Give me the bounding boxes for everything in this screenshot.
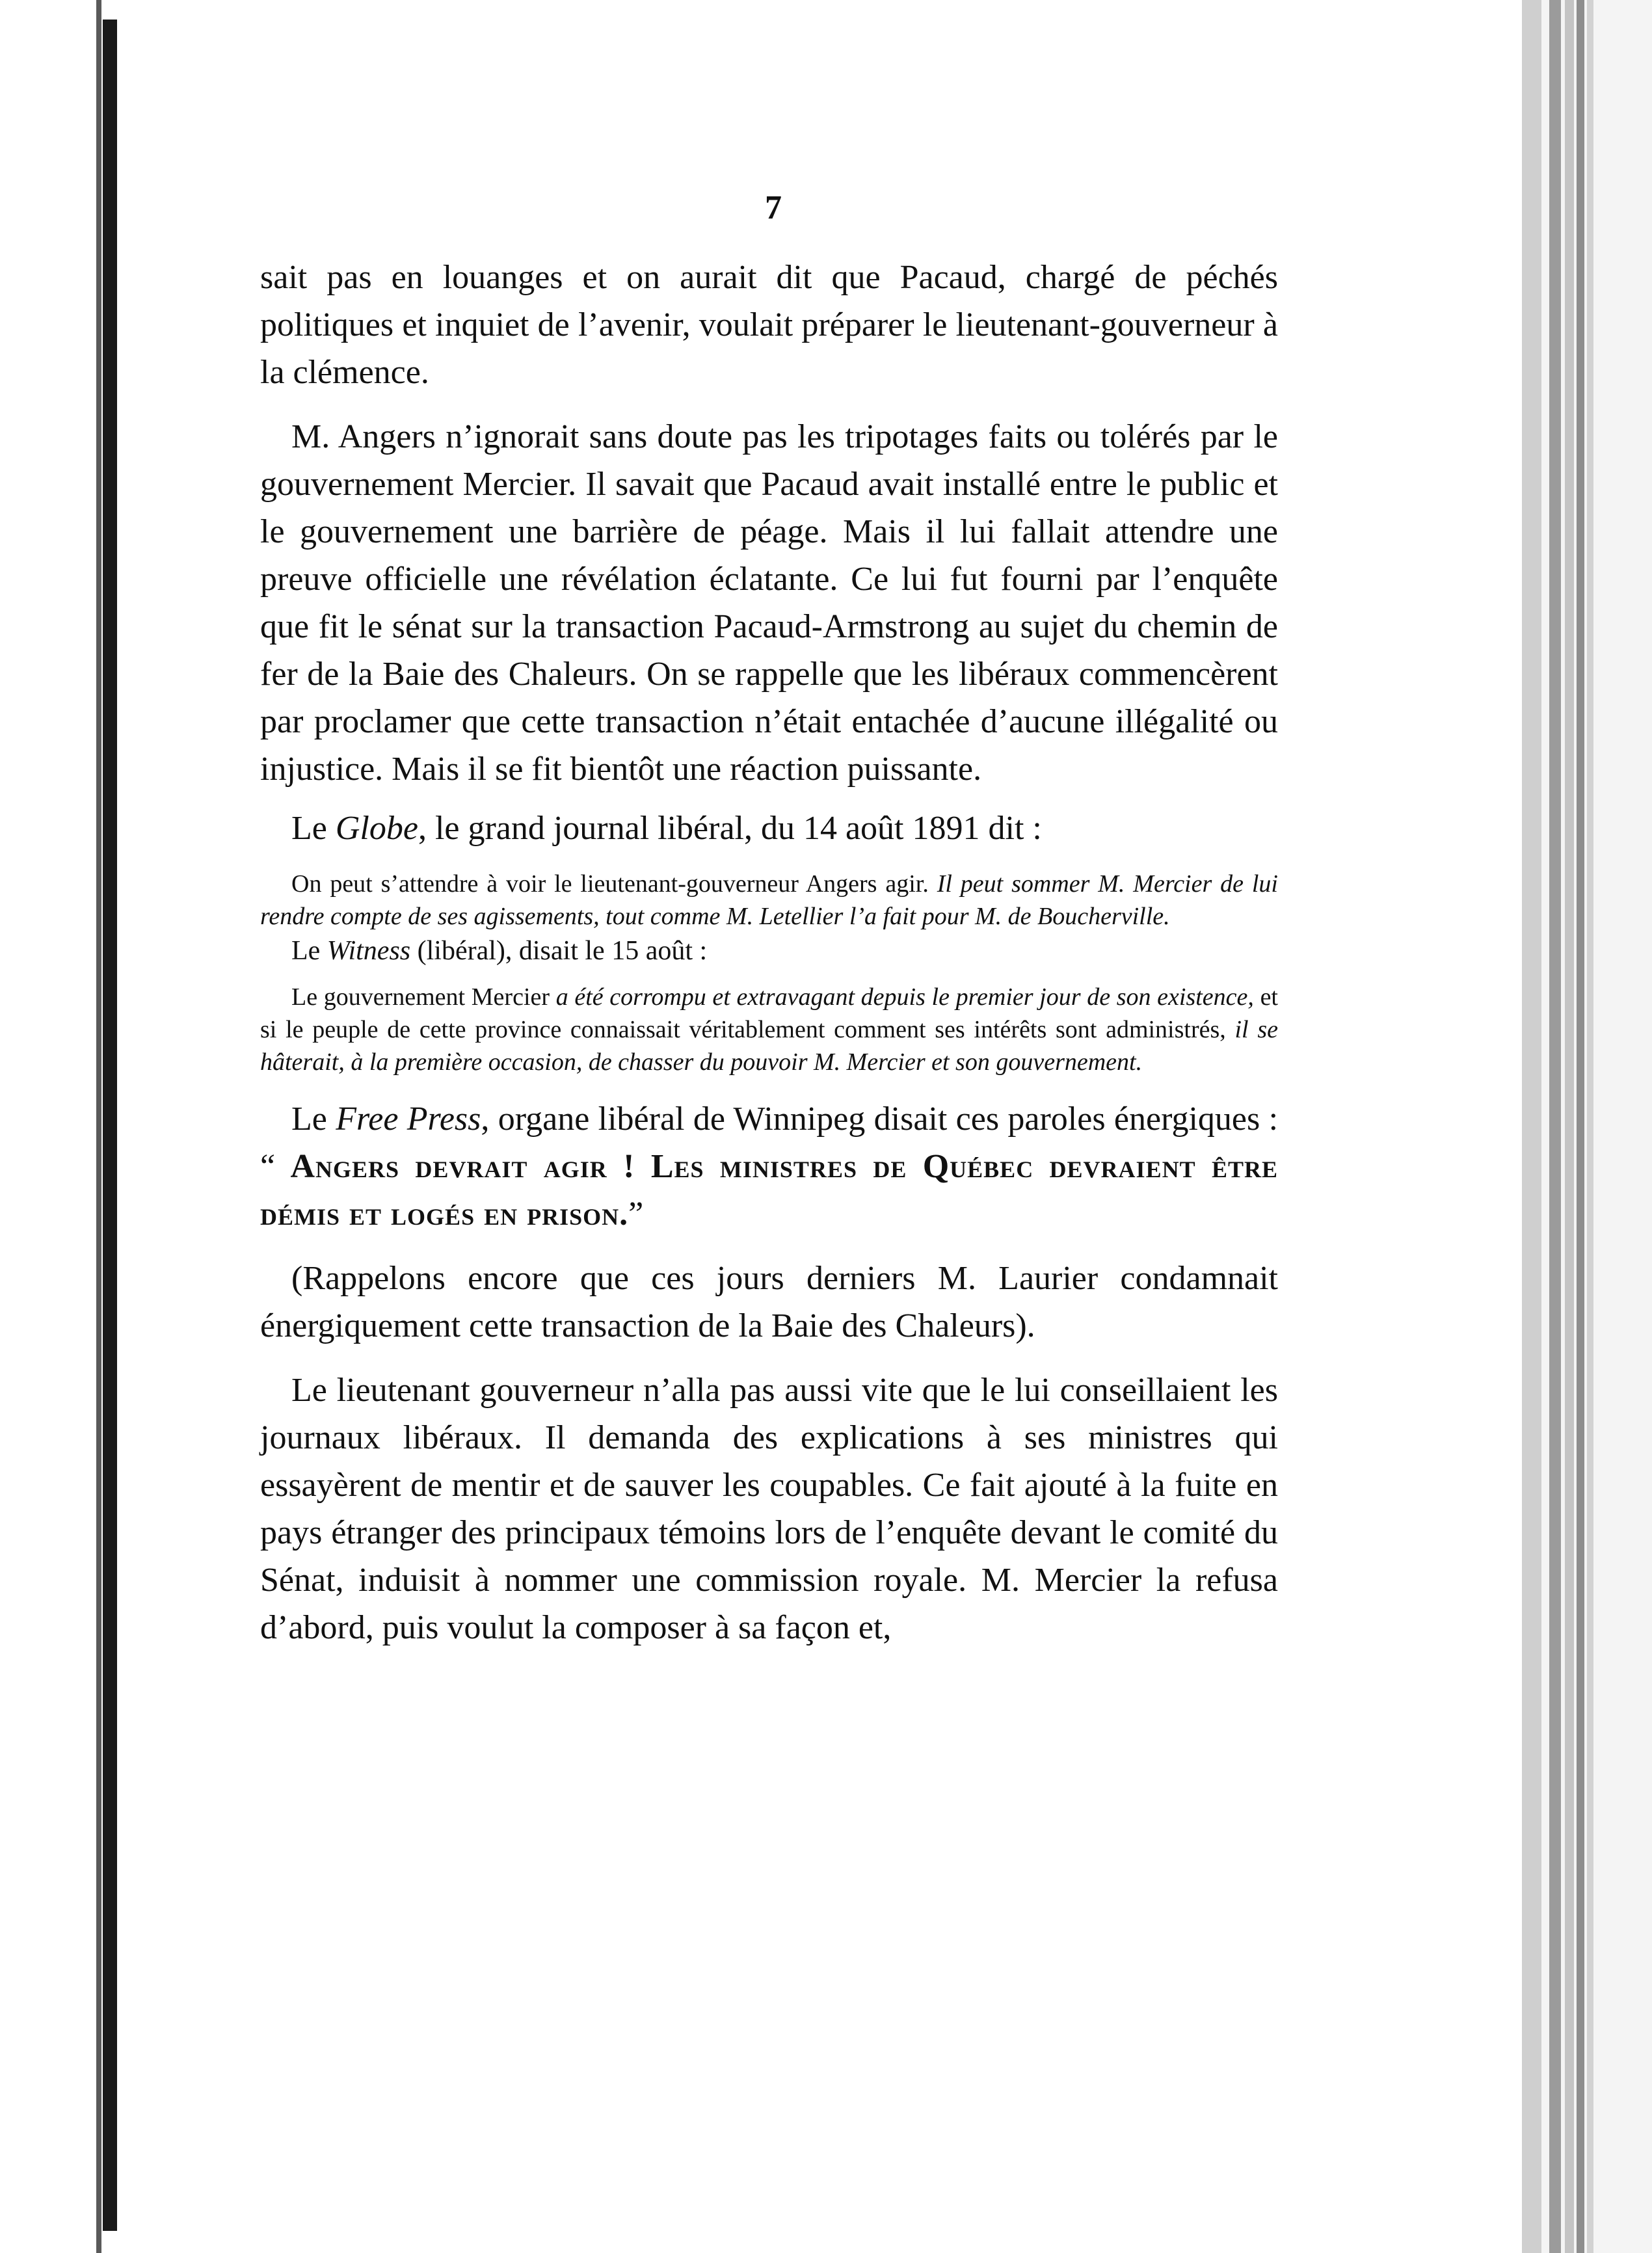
newspaper-name-free-press: Free Press [336, 1100, 481, 1138]
paragraph-5-end: ” [628, 1195, 644, 1233]
page-edge-stripe [1577, 0, 1584, 2253]
paragraph-3-prefix: Le [291, 810, 336, 847]
page-edge-stripe [1565, 0, 1574, 2253]
paragraph-5-prefix: Le [291, 1100, 336, 1138]
quote-witness-italic-b: il se hâterait, à la première occasion, de chasser du pouvoir M. Mercier et son gouvernement. [260, 1016, 1278, 1076]
quote-witness-italic-a: a été corrompu et extravagant depuis le premier jour de son existence, [555, 983, 1254, 1011]
quote-globe-plain: On peut s’attendre à voir le lieutenant-gouverneur Angers agir. [291, 870, 937, 898]
page-number: 7 [765, 189, 783, 226]
page-edge-stripe [1549, 0, 1561, 2253]
paragraph-3-suffix: , le grand journal libéral, du 14 août 1891 dit : [418, 810, 1042, 847]
quote-globe-text [260, 868, 1278, 933]
paragraph-6: (Rappelons encore que ces jours derniers M. Laurier condamnait énergiquement cette transaction de la Baie des Chaleurs). [260, 1260, 1278, 1344]
quote-witness-plain-b: et si le peuple de cette province connaissait véritablement comment ses intérêts sont administrés, [260, 983, 1278, 1043]
page-edge-stripe [1522, 0, 1541, 2253]
paragraph-7: Le lieutenant gouverneur n’alla pas aussi vite que le lui conseillaient les journaux libéraux. Il demanda des explications à ses ministres qui essayèrent de mentir et de sauver les coupables. Ce fait ajouté à la fuite en pays étranger des principaux témoins lors de l’enquête devant le comité du Sénat, induisit à nommer une commission royale. M. Mercier la refusa d’abord, puis voulut la composer à sa façon et, [260, 1372, 1278, 1646]
binding-shadow [96, 0, 101, 2253]
quote-witness [260, 981, 1278, 1078]
binding-edge [103, 20, 117, 2231]
newspaper-name-globe: Globe [335, 810, 418, 847]
quote-witness-plain-a: Le gouvernement Mercier [291, 983, 556, 1011]
paragraph-5-middle: , organe libéral de Winnipeg disait ces paroles énergiques : “ [260, 1100, 1279, 1185]
paragraph-4-suffix: (libéral), disait le 15 août : [410, 936, 708, 966]
paragraph-5-quote-caps: Angers devrait agir ! Les ministres de Québec devraient être démis et logés en prison. [260, 1148, 1278, 1233]
paragraph-5 [260, 1095, 1278, 1238]
page-edge-stripe [1587, 0, 1593, 2253]
quote-witness-text [260, 981, 1278, 1078]
newspaper-name-witness: Witness [326, 936, 411, 966]
paragraph-2: M. Angers n’ignorait sans doute pas les tripotages faits ou tolérés par le gouvernement Mercier. Il savait que Pacaud avait installé entre le public et le gouvernement une barrière de péage. Mais il lui fallait attendre une preuve officielle une révélation éclatante. Ce lui fut fourni par l’enquête que fit le sénat sur la transaction Pacaud-Armstrong au sujet du chemin de fer de la Baie des Chaleurs. On se rappelle que les libéraux commencèrent par proclamer que cette transaction n’était entachée d’aucune illégalité ou injustice. Mais il se fit bientôt une réaction puissante. [260, 418, 1278, 788]
paragraph-4-prefix: Le [291, 936, 327, 966]
page-body [260, 254, 1278, 1651]
quote-globe [260, 868, 1278, 933]
paragraph-4 [260, 933, 1278, 969]
paragraph-1: sait pas en louanges et on aurait dit que Pacaud, chargé de péchés politiques et inquiet de l’avenir, voulait préparer le lieutenant-gouverneur à la clémence. [260, 259, 1278, 391]
paragraph-3 [260, 805, 1278, 852]
quote-globe-italic: Il peut sommer M. Mercier de lui rendre compte de ses agissements, tout comme M. Letellier l’a fait pour M. de Boucherville. [260, 870, 1278, 930]
